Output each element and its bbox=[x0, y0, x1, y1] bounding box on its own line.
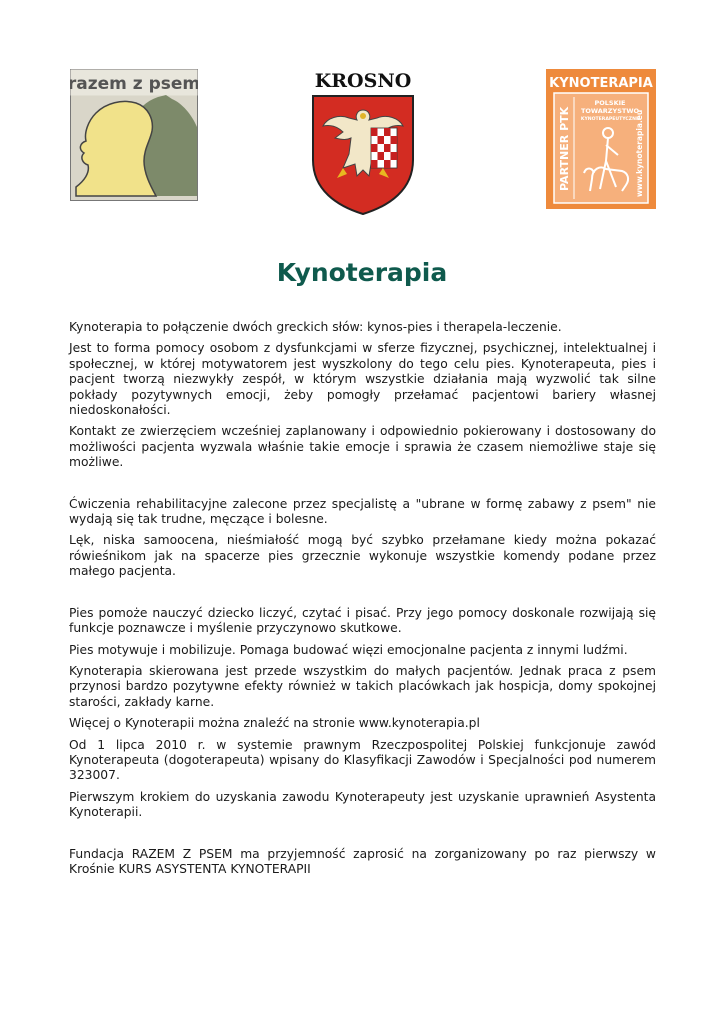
paragraph: Fundacja RAZEM Z PSEM ma przyjemność zaprosić na zorganizowany po raz pierwszy w Krośnie KURS ASYSTENTA KYNOTERAPII bbox=[69, 846, 656, 876]
page-title: Kynoterapia bbox=[276, 258, 448, 287]
kynoterapia-partner-logo bbox=[546, 69, 656, 209]
paragraph: Kynoterapia skierowana jest przede wszystkim do małych pacjentów. Jednak praca z psem przynosi bardzo pozytywne efekty również w takich placówkach jak hospicja, domy spokojnej starości, zakłady karne. bbox=[69, 663, 656, 709]
razem-z-psem-logo bbox=[70, 69, 198, 201]
paragraph: Pierwszym krokiem do uzyskania zawodu Kynoterapeuty jest uzyskanie uprawnień Asystenta Kynoterapii. bbox=[69, 789, 656, 820]
paragraph: Kontakt ze zwierzęciem wcześniej zaplanowany i odpowiednio pokierowany i dostosowany do możliwości pacjenta wyzwala właśnie takie emocje i sprawia że czasem niemożliwe staje się możliwe. bbox=[69, 424, 656, 470]
krosno-coat-of-arms bbox=[303, 68, 423, 216]
org-line-1: POLSKIE bbox=[594, 99, 626, 107]
document-body bbox=[69, 320, 656, 883]
paragraph: Pies pomoże nauczyć dziecko liczyć, czytać i pisać. Przy jego pomocy doskonale rozwijają się funkcje poznawcze i myślenie przyczynowo skutkowe. bbox=[69, 605, 656, 636]
paragraph: Więcej o Kynoterapii można znaleźć na stronie www.kynoterapia.pl bbox=[69, 716, 480, 731]
paragraph: Jest to forma pomocy osobom z dysfunkcjami w sferze fizycznej, psychicznej, intelektualnej i społecznej, w której motywatorem jest wyszkolony do tego celu pies. Kynoterapeuta, pies i pacjent tworzą niezwykły zespół, w którym wszystkie działania mają wyzwolić tak silne pokłady pozytywnych emocji, żeby pomogły przełamać pacjentowi bariery własnej niedoskonałości. bbox=[69, 341, 656, 418]
paragraph: Pies motywuje i mobilizuje. Pomaga budować więzi emocjonalne pacjenta z innymi ludźmi. bbox=[69, 642, 628, 657]
paragraph: Lęk, niska samoocena, nieśmiałość mogą być szybko przełamane kiedy można pokazać rówieśnikom jak na spacerze pies grzecznie wykonuje wszystkie komendy podane przez małego pacjenta. bbox=[69, 533, 656, 579]
paragraph: Ćwiczenia rehabilitacyjne zalecone przez specjalistę a "ubrane w formę zabawy z psem" nie wydają się tak trudne, męczące i bolesne. bbox=[69, 496, 656, 527]
kynoterapia-url: www.kynoterapia.eu bbox=[635, 109, 644, 197]
org-line-2: TOWARZYSTWO bbox=[580, 107, 640, 115]
razem-logo-text: razem z psem bbox=[70, 74, 198, 94]
paragraph: Od 1 lipca 2010 r. w systemie prawnym Rzeczpospolitej Polskiej funkcjonuje zawód Kynoterapeuta (dogoterapeuta) wpisany do Klasyfikacji Zawodów i Specjalności pod numerem 323007. bbox=[69, 737, 656, 783]
partner-ptk-text: PARTNER PTK bbox=[558, 106, 571, 191]
org-line-3: KYNOTERAPEUTYCZNE bbox=[580, 117, 640, 122]
krosno-label: KROSNO bbox=[314, 70, 412, 92]
kynoterapia-logo-title: KYNOTERAPIA bbox=[549, 76, 653, 91]
paragraph: Kynoterapia to połączenie dwóch greckich słów: kynos-pies i therapela-leczenie. bbox=[69, 320, 562, 334]
